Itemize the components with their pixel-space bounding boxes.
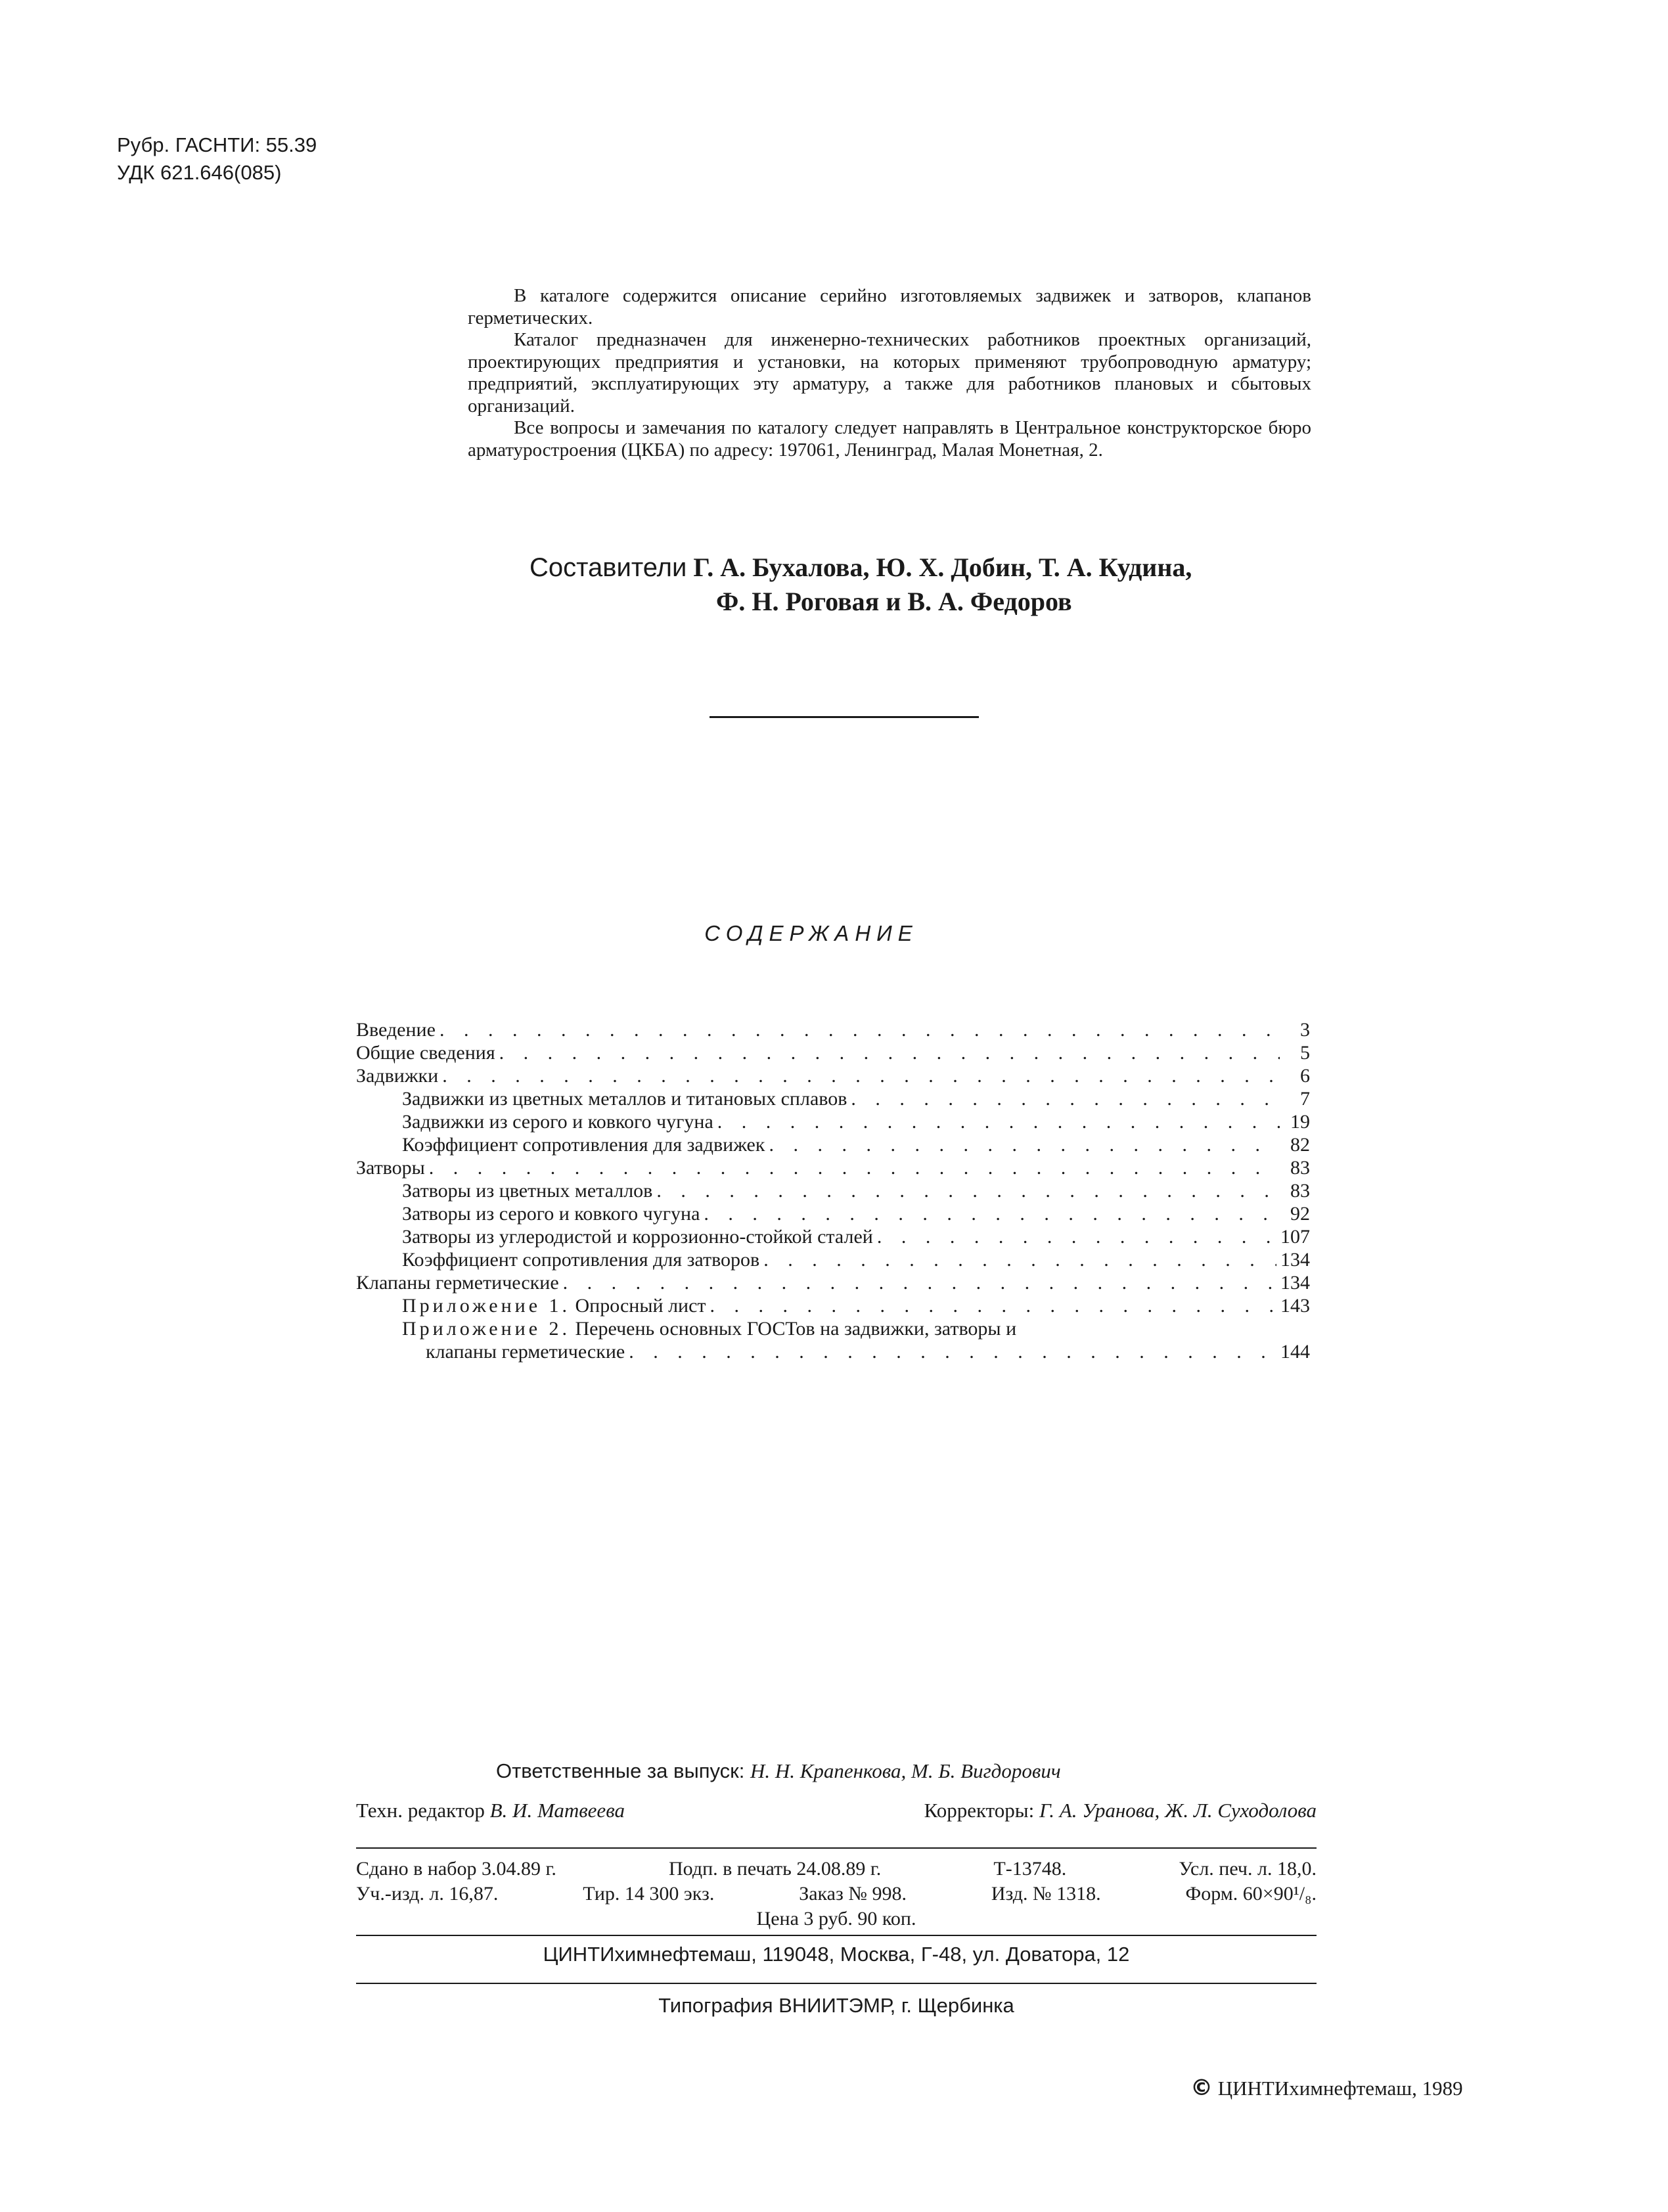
toc-entry-continuation[interactable] [356,1340,1310,1363]
toc-page-number: 134 [1280,1272,1310,1294]
toc-entry[interactable] [356,1041,1310,1064]
leader-dots [877,1225,1276,1248]
toc-entry-label: Задвижки из цветных металлов и титановых сплавов [402,1088,847,1110]
toc-entry-label: Затворы из углеродистой и коррозионно-стойкой сталей [402,1226,873,1248]
imprint-line [356,1857,1317,1882]
toc-entry-label: Опросный лист [575,1295,706,1317]
udc-code: УДК 621.646(085) [117,161,282,184]
toc-entry[interactable] [356,1317,1310,1340]
imprint [356,1857,1317,1931]
leader-dots [563,1271,1276,1294]
leader-dots [710,1294,1276,1317]
leader-dots [763,1248,1276,1271]
leader-dots [429,1156,1280,1179]
copyright [1190,2075,1463,2101]
toc-entry[interactable] [356,1202,1310,1225]
toc-entry[interactable] [356,1271,1310,1294]
leader-dots [629,1340,1276,1363]
correctors-label: Корректоры: [924,1799,1035,1822]
toc-entry-label: клапаны герметические [426,1341,625,1363]
compilers-names-line1: Г. А. Бухалова, Ю. Х. Добин, Т. А. Кудина, [693,553,1192,582]
compilers-names-line2: Ф. Н. Роговая и В. А. Федоров [716,587,1072,616]
toc-page-number: 3 [1300,1019,1310,1041]
toc-page-number: 83 [1290,1157,1310,1179]
leader-dots [656,1179,1280,1202]
appendix-label: Приложение 1. [402,1295,571,1317]
leader-dots [440,1018,1280,1041]
classification-codes [117,131,317,187]
toc-entry-label: Общие сведения [356,1042,495,1064]
rubric-code: Рубр. ГАСНТИ: 55.39 [117,133,317,156]
toc-page-number: 134 [1280,1249,1310,1271]
circulation: Тир. 14 300 экз. [583,1883,715,1905]
toc-entry[interactable] [356,1156,1310,1179]
appendix-label: Приложение 2. [402,1318,571,1340]
toc-page-number: 92 [1290,1203,1310,1225]
price: Цена 3 руб. 90 коп. [756,1908,916,1930]
tech-editor-name: В. И. Матвеева [489,1799,625,1822]
correctors-names: Г. А. Уранова, Ж. Л. Суходолова [1039,1799,1317,1822]
tech-editor-label: Техн. редактор [356,1799,485,1822]
leader-dots [704,1202,1280,1225]
divider [356,1847,1317,1849]
toc-page-number: 19 [1290,1111,1310,1133]
toc-entry[interactable] [356,1294,1310,1317]
print-sheets: Усл. печ. л. 18,0. [1179,1858,1317,1880]
toc-page-number: 144 [1280,1341,1310,1363]
leader-dots [769,1133,1280,1156]
imprint-line [356,1882,1317,1907]
annotation-paragraph: Все вопросы и замечания по каталогу следует направлять в Центральное конструкторское бюро арматуростроения (ЦКБА) по адресу: 197061, Ленинград, Малая Монетная, 2. [468,417,1311,461]
toc-page-number: 83 [1290,1180,1310,1202]
printer: Типография ВНИИТЭМР, г. Щербинка [658,1994,1014,2017]
toc-page-number: 82 [1290,1134,1310,1156]
leader-dots [499,1041,1280,1064]
responsible-names: Н. Н. Крапенкова, М. Б. Вигдорович [750,1759,1061,1782]
toc-entry-label: Введение [356,1019,436,1041]
toc-page-number: 143 [1280,1295,1310,1317]
order-number: Заказ № 998. [799,1883,907,1905]
toc-entry-label: Клапаны герметические [356,1272,559,1294]
publisher: ЦИНТИхимнефтемаш, 119048, Москва, Г-48, ул. Доватора, 12 [543,1943,1130,1966]
compilers-label: Составители [530,553,687,582]
copyright-text: ЦИНТИхимнефтемаш, 1989 [1217,2077,1463,2100]
divider [356,1983,1317,1984]
toc-entry[interactable] [356,1225,1310,1248]
toc-entry-label: Перечень основных ГОСТов на задвижки, затворы и [575,1318,1017,1340]
annotation-paragraph: Каталог предназначен для инженерно-технических работников проектных организаций, проектирующих предприятия и установки, на которых применяют трубопроводную арматуру; предприятий, эксплуатирующих эту арматуру, а также для работников плановых и сбытовых организаций. [468,329,1311,417]
responsible-label: Ответственные за выпуск: [496,1759,745,1782]
toc-page-number: 107 [1280,1226,1310,1248]
leader-dots [717,1110,1280,1133]
divider [356,1935,1317,1936]
toc-entry[interactable] [356,1087,1310,1110]
toc-entry[interactable] [356,1018,1310,1041]
toc-entry-label: Задвижки [356,1065,439,1087]
leader-dots [851,1087,1280,1110]
copyright-symbol: © [1190,2075,1213,2101]
toc-page-number: 6 [1300,1065,1310,1087]
annotation [468,285,1311,461]
editors-line [356,1799,1317,1822]
toc-entry[interactable] [356,1133,1310,1156]
signed-date: Подп. в печать 24.08.89 г. [669,1858,882,1880]
contents-title: СОДЕРЖАНИЕ [704,921,918,945]
toc-entry-label: Затворы [356,1157,425,1179]
toc-entry[interactable] [356,1064,1310,1087]
submitted-date: Сдано в набор 3.04.89 г. [356,1858,556,1880]
toc-entry-label: Затворы из серого и ковкого чугуна [402,1203,700,1225]
toc-entry[interactable] [356,1248,1310,1271]
compilers [530,551,1192,619]
edition-number: Изд. № 1318. [991,1883,1101,1905]
leader-dots [442,1064,1280,1087]
table-of-contents [356,1018,1310,1363]
toc-entry[interactable] [356,1179,1310,1202]
toc-entry-label: Затворы из цветных металлов [402,1180,653,1202]
toc-page-number: 5 [1300,1042,1310,1064]
paper-format: Форм. 60×90¹/₈. [1185,1883,1317,1905]
toc-page-number: 7 [1300,1088,1310,1110]
publishing-sheets: Уч.-изд. л. 16,87. [356,1883,499,1905]
toc-entry-label: Задвижки из серого и ковкого чугуна [402,1111,713,1133]
divider [710,716,979,718]
toc-entry-label: Коэффициент сопротивления для затворов [402,1249,760,1271]
responsible-persons [496,1759,1061,1783]
annotation-paragraph: В каталоге содержится описание серийно изготовляемых задвижек и затворов, клапанов герметических. [468,285,1311,328]
toc-entry-label: Коэффициент сопротивления для задвижек [402,1134,765,1156]
toc-entry[interactable] [356,1110,1310,1133]
permit-code: Т-13748. [993,1858,1067,1880]
